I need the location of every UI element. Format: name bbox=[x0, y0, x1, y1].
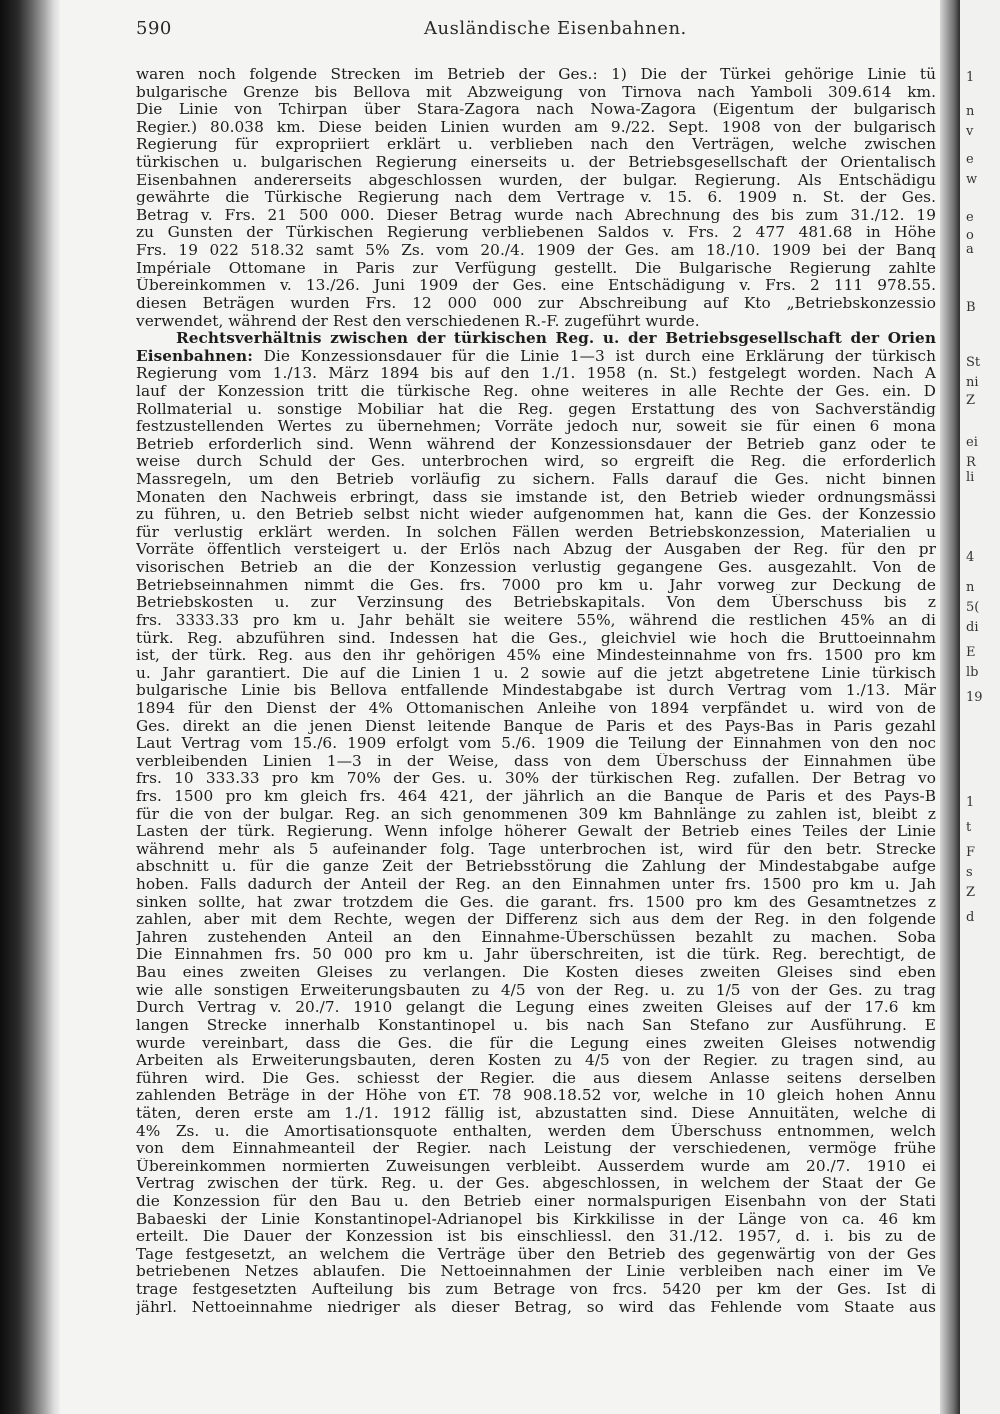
adjacent-page-fragment: w bbox=[966, 172, 978, 187]
adjacent-page-fragment: B bbox=[966, 300, 976, 315]
page-gutter-shadow bbox=[940, 0, 960, 1414]
line-text: bulgarische Linie bis Bellova entfallende Mindestabgabe ist durch Vertrag vom 1./13. Mär bbox=[136, 682, 936, 700]
adjacent-page-fragment: Z bbox=[966, 885, 976, 900]
line-text: Die Einnahmen frs. 50 000 pro km u. Jahr überschreiten, ist die türk. Reg. berechtigt, de bbox=[136, 946, 936, 964]
line-text: bulgarische Grenze bis Bellova mit Abzweigung von Tirnova nach Yamboli 309.614 km. bbox=[136, 83, 936, 101]
text-line bbox=[136, 876, 936, 894]
adjacent-page-fragment: F bbox=[966, 845, 976, 860]
text-line bbox=[136, 260, 936, 278]
adjacent-page-fragment: t bbox=[966, 820, 972, 835]
text-line bbox=[136, 541, 936, 559]
text-line bbox=[136, 841, 936, 859]
text-line bbox=[136, 66, 936, 84]
line-text: Lasten der türk. Regierung. Wenn infolge höherer Gewalt der Betrieb eines Teiles der Linie bbox=[136, 823, 936, 841]
line-text: Betriebskosten u. zur Verzinsung des Betriebskapitals. Von dem Überschuss bis z bbox=[136, 594, 936, 612]
text-line bbox=[136, 295, 936, 313]
line-text: Impériale Ottomane in Paris zur Verfügung gestellt. Die Bulgarische Regierung zahlte bbox=[136, 259, 936, 277]
line-text: 1894 für den Dienst der 4% Ottomanischen Anleihe von 1894 verpfändet u. wird von de bbox=[136, 699, 936, 717]
line-text: Rollmaterial u. sonstige Mobiliar hat die Reg. gegen Erstattung des von Sachverständig bbox=[136, 400, 936, 418]
text-line bbox=[136, 242, 936, 260]
line-text: ist, der türk. Reg. aus den ihr gehörigen 45% eine Mindesteinnahme von frs. 1500 pro km bbox=[136, 647, 936, 665]
line-text: wurde vereinbart, dass die Ges. die für die Legung eines zweiten Gleises notwendig bbox=[136, 1034, 936, 1052]
text-line bbox=[136, 894, 936, 912]
section-heading: Eisenbahnen: bbox=[136, 347, 253, 365]
scan-left-edge bbox=[0, 0, 60, 1414]
line-text: trage festgesetzten Aufteilung bis zum Betrage von frcs. 5420 per km der Ges. Ist di bbox=[136, 1281, 936, 1299]
text-line bbox=[136, 1211, 936, 1229]
text-line bbox=[136, 911, 936, 929]
text-line bbox=[136, 982, 936, 1000]
text-line bbox=[136, 471, 936, 489]
adjacent-page-fragment: R bbox=[966, 455, 976, 470]
body-text bbox=[136, 66, 936, 1316]
text-line bbox=[136, 506, 936, 524]
line-text: die Konzession für den Bau u. den Betrieb einer normalspurigen Eisenbahn von der Stati bbox=[136, 1193, 936, 1210]
text-line bbox=[136, 647, 936, 665]
text-line bbox=[136, 735, 936, 753]
line-text: 4% Zs. u. die Amortisationsquote enthalten, werden dem Überschuss entnommen, welch bbox=[136, 1122, 936, 1140]
line-text: jährl. Nettoeinnahme niedriger als dieser Betrag, so wird das Fehlende vom Staate aus bbox=[136, 1298, 936, 1316]
text-line bbox=[136, 1246, 936, 1264]
line-text: gewährte die Türkische Regierung nach dem Vertrage v. 15. 6. 1909 n. St. der Ges. bbox=[136, 189, 936, 207]
text-line bbox=[136, 154, 936, 172]
line-text: Regier.) 80.038 km. Diese beiden Linien wurden am 9./22. Sept. 1908 von der bulgarisch bbox=[136, 118, 936, 136]
line-text: Eisenbahnen andererseits abgeschlossen wurden, der bulgar. Regierung. Als Entschädigu bbox=[136, 171, 936, 189]
line-text: langen Strecke innerhalb Konstantinopel u. bis nach San Stefano zur Ausführung. E bbox=[136, 1016, 936, 1034]
text-line bbox=[136, 224, 936, 242]
text-line bbox=[136, 929, 936, 947]
adjacent-page-fragment: E bbox=[966, 645, 976, 660]
line-text: Massregeln, um den Betrieb vorläufig zu sichern. Falls darauf die Ges. nicht binnen bbox=[136, 471, 936, 489]
text-line bbox=[136, 718, 936, 736]
text-line bbox=[136, 559, 936, 577]
text-line bbox=[136, 630, 936, 648]
line-text: frs. 1500 pro km gleich frs. 464 421, der jährlich an die Banque de Paris et des Pays-B bbox=[136, 787, 936, 805]
adjacent-page-fragment: s bbox=[966, 865, 973, 880]
line-text: festzustellenden Wertes zu übernehmen; Vorräte jedoch nur, soweit sie für einen 6 mona bbox=[136, 418, 936, 436]
text-line bbox=[136, 383, 936, 401]
adjacent-page-fragment: e bbox=[966, 210, 974, 225]
adjacent-page-fragment: v bbox=[966, 124, 974, 139]
line-text: Frs. 19 022 518.32 samt 5% Zs. vom 20./4. 1909 der Ges. am 18./10. 1909 bei der Banq bbox=[136, 242, 936, 260]
text-line bbox=[136, 612, 936, 630]
text-line bbox=[136, 330, 936, 348]
text-line bbox=[136, 1281, 936, 1299]
text-line bbox=[136, 84, 936, 102]
text-line bbox=[136, 999, 936, 1017]
line-text: Arbeiten als Erweiterungsbauten, deren Kosten zu 4/5 von der Regier. zu tragen sind, au bbox=[136, 1052, 936, 1070]
adjacent-page-fragment: e bbox=[966, 152, 974, 167]
text-line bbox=[136, 1052, 936, 1070]
adjacent-page-fragment: ei bbox=[966, 435, 978, 450]
text-line bbox=[136, 489, 936, 507]
line-text: Durch Vertrag v. 20./7. 1910 gelangt die Legung eines zweiten Gleises auf der 17.6 km bbox=[136, 999, 936, 1017]
line-text: Babaeski der Linie Konstantinopel-Adrianopel bis Kirkkilisse in der Länge von ca. 46 km bbox=[136, 1210, 936, 1228]
line-text: hoben. Falls dadurch der Anteil der Reg. an den Einnahmen unter frs. 1500 pro km u. Jah bbox=[136, 876, 936, 894]
text-line bbox=[136, 577, 936, 595]
text-line bbox=[136, 1087, 936, 1105]
line-text: türk. Reg. abzuführen sind. Indessen hat die Ges., gleichviel wie hoch die Bruttoeinnahm bbox=[136, 629, 936, 647]
text-line bbox=[136, 682, 936, 700]
adjacent-page-fragment: n bbox=[966, 104, 975, 119]
adjacent-page-fragment: Z bbox=[966, 393, 976, 408]
text-line bbox=[136, 1299, 936, 1317]
text-line bbox=[136, 1158, 936, 1176]
adjacent-page-fragment: 1 bbox=[966, 795, 975, 810]
adjacent-page-fragment: 19 bbox=[966, 690, 983, 705]
page-number: 590 bbox=[136, 18, 172, 39]
text-line bbox=[136, 823, 936, 841]
text-line bbox=[136, 1123, 936, 1141]
text-line bbox=[136, 594, 936, 612]
text-line bbox=[136, 1175, 936, 1193]
text-line bbox=[136, 365, 936, 383]
line-text: lauf der Konzession tritt die türkische Reg. ohne weiteres in alle Rechte der Ges. ein. D bbox=[136, 382, 936, 400]
line-text: verbleibenden Linien 1—3 in der Weise, dass von dem Überschuss der Einnahmen übe bbox=[136, 752, 936, 770]
text-line bbox=[136, 1035, 936, 1053]
adjacent-page-fragment: di bbox=[966, 620, 979, 635]
line-text: diesen Beträgen wurden Frs. 12 000 000 zur Abschreibung auf Kto „Betriebskonzessio bbox=[136, 294, 936, 312]
line-text: abschnitt u. für die ganze Zeit der Betriebsstörung die Zahlung der Mindestabgabe aufge bbox=[136, 858, 936, 876]
line-text: Die Konzessionsdauer für die Linie 1—3 ist durch eine Erklärung der türkisch bbox=[252, 347, 936, 365]
text-line bbox=[136, 665, 936, 683]
line-text: Bau eines zweiten Gleises zu verlangen. Die Kosten dieses zweiten Gleises sind eben bbox=[136, 964, 936, 982]
line-text: zu führen, u. den Betrieb selbst nicht wieder aufgenommen hat, kann die Ges. der Konzessio bbox=[136, 506, 936, 524]
line-text: sinken sollte, hat zwar trotzdem die Ges. die garant. frs. 1500 pro km des Gesamtnetzes z bbox=[136, 893, 936, 911]
line-text: türkischen u. bulgarischen Regierung einerseits u. der Betriebsgesellschaft der Orientalisch bbox=[136, 154, 936, 172]
text-line bbox=[136, 119, 936, 137]
text-line bbox=[136, 1263, 936, 1281]
text-line bbox=[136, 101, 936, 119]
line-text: für die von der bulgar. Reg. an sich genommenen 309 km Bahnlänge zu zahlen ist, bleibt z bbox=[136, 805, 936, 823]
line-text: frs. 10 333.33 pro km 70% der Ges. u. 30% der türkischen Reg. zufallen. Der Betrag vo bbox=[136, 770, 936, 788]
adjacent-page-fragment: St bbox=[966, 355, 981, 370]
line-text: Jahren zustehenden Anteil an den Einnahme-Überschüssen bezahlt zu machen. Soba bbox=[136, 928, 936, 946]
text-line bbox=[136, 524, 936, 542]
adjacent-page-fragment: n bbox=[966, 580, 975, 595]
line-text: waren noch folgende Strecken im Betrieb der Ges.: 1) Die der Türkei gehörige Linie tü bbox=[136, 66, 936, 83]
line-text: wie alle sonstigen Erweiterungsbauten zu 4/5 von der Reg. u. zu 1/5 von der Ges. zu trag bbox=[136, 981, 936, 999]
line-text: während mehr als 5 aufeinander folg. Tage unterbrochen ist, wird für den betr. Strecke bbox=[136, 840, 936, 858]
line-text: verwendet, während der Rest den verschiedenen R.-F. zugeführt wurde. bbox=[136, 312, 700, 330]
line-text: Vorräte öffentlich versteigert u. der Erlös nach Abzug der Ausgaben der Reg. für den pr bbox=[136, 541, 936, 559]
line-text: frs. 3333.33 pro km u. Jahr behält sie weitere 55%, während die restlichen 45% an di bbox=[136, 611, 936, 629]
text-line bbox=[136, 858, 936, 876]
line-text: von dem Einnahmeanteil der Regier. nach Leistung der verschiedenen, vermöge frühe bbox=[136, 1140, 936, 1158]
adjacent-page-fragment: 1 bbox=[966, 70, 975, 85]
line-text: Ges. direkt an die jenen Dienst leitende Banque de Paris et des Pays-Bas in Paris gezahl bbox=[136, 717, 936, 735]
line-text: Betriebseinnahmen nimmt die Ges. frs. 7000 pro km u. Jahr vorweg zur Deckung de bbox=[136, 576, 936, 594]
line-text: Regierung vom 1./13. März 1894 bis auf den 1./1. 1958 (n. St.) festgelegt worden. Nach A bbox=[136, 365, 936, 383]
text-line bbox=[136, 1017, 936, 1035]
line-text: weise durch Schuld der Ges. unterbrochen wird, so ergreift die Reg. die erforderlich bbox=[136, 453, 936, 471]
line-text: Monaten den Nachweis erbringt, dass sie imstande ist, den Betrieb wieder ordnungsmässi bbox=[136, 488, 936, 506]
text-line bbox=[136, 436, 936, 454]
text-line bbox=[136, 1193, 936, 1211]
line-text: Übereinkommen v. 13./26. Juni 1909 der Ges. eine Entschädigung v. Frs. 2 111 978.55. bbox=[136, 277, 936, 295]
adjacent-page-fragment: li bbox=[966, 470, 975, 485]
text-line bbox=[136, 1070, 936, 1088]
line-text: zahlen, aber mit dem Rechte, wegen der Differenz sich aus dem der Reg. in den folgende bbox=[136, 911, 936, 929]
text-line bbox=[136, 964, 936, 982]
text-line bbox=[136, 348, 936, 366]
text-line bbox=[136, 770, 936, 788]
line-text: Betrieb erforderlich sind. Wenn während der Konzessionsdauer der Betrieb ganz oder te bbox=[136, 435, 936, 453]
line-text: täten, deren erste am 1./1. 1912 fällig ist, abzustatten sind. Diese Annuitäten, welche di bbox=[136, 1104, 936, 1122]
line-text: für verlustig erklärt werden. In solchen Fällen werden Betriebskonzession, Materialien u bbox=[136, 523, 936, 541]
text-line bbox=[136, 453, 936, 471]
line-text: visorischen Betrieb an die der Konzession verlustig gegangene Ges. ausgezahlt. Von de bbox=[136, 559, 936, 577]
adjacent-page-fragment: o bbox=[966, 228, 974, 243]
line-text: Laut Vertrag vom 15./6. 1909 erfolgt vom 5./6. 1909 die Teilung der Einnahmen von den noc bbox=[136, 735, 936, 753]
adjacent-page-fragment: lb bbox=[966, 665, 979, 680]
text-line bbox=[136, 1105, 936, 1123]
text-line bbox=[136, 189, 936, 207]
line-text: Übereinkommen normierten Zuweisungen verbleibt. Ausserdem wurde am 20./7. 1910 ei bbox=[136, 1157, 936, 1175]
line-text: führen wird. Die Ges. schiesst der Regier. die aus diesem Anlasse seitens derselben bbox=[136, 1069, 936, 1087]
text-line bbox=[136, 700, 936, 718]
line-text: Tage festgesetzt, an welchem die Verträge über den Betrieb des gegenwärtig von der Ges bbox=[136, 1245, 936, 1263]
line-text: zahlenden Beträge in der Höhe von £T. 78 908.18.52 vor, welche in 10 gleich hohen Annu bbox=[136, 1087, 936, 1105]
adjacent-page-fragment: a bbox=[966, 242, 974, 257]
text-line bbox=[136, 418, 936, 436]
text-line bbox=[136, 172, 936, 190]
text-line bbox=[136, 313, 936, 331]
line-text: Die Linie von Tchirpan über Stara-Zagora nach Nowa-Zagora (Eigentum der bulgarisch bbox=[136, 101, 936, 119]
text-line bbox=[136, 753, 936, 771]
adjacent-page-fragment: 4 bbox=[966, 550, 975, 565]
line-text: Regierung für expropriiert erklärt u. verblieben nach den Verträgen, welche zwischen bbox=[136, 136, 936, 154]
line-text: erteilt. Die Dauer der Konzession ist bis einschliessl. den 31./12. 1957, d. i. bis zu de bbox=[136, 1228, 936, 1246]
text-line bbox=[136, 136, 936, 154]
line-text: betriebenen Netzes ablaufen. Die Nettoeinnahmen der Linie verbleiben nach einer im Ve bbox=[136, 1263, 936, 1281]
adjacent-page-fragment: d bbox=[966, 910, 975, 925]
adjacent-page-fragment: 5( bbox=[966, 600, 980, 615]
line-text: Vertrag zwischen der türk. Reg. u. der Ges. abgeschlossen, in welchem der Staat der Ge bbox=[136, 1175, 936, 1193]
line-text: u. Jahr garantiert. Die auf die Linien 1 u. 2 sowie auf die jetzt abgetretene Linie türkisch bbox=[136, 664, 936, 682]
adjacent-page-fragment: ni bbox=[966, 375, 979, 390]
line-text: Betrag v. Frs. 21 500 000. Dieser Betrag wurde nach Abrechnung des bis zum 31./12. 19 bbox=[136, 206, 936, 224]
section-heading: Rechtsverhältnis zwischen der türkischen Reg. u. der Betriebsgesellschaft der Orien bbox=[176, 330, 936, 348]
text-line bbox=[136, 1140, 936, 1158]
text-line bbox=[136, 1228, 936, 1246]
text-line bbox=[136, 277, 936, 295]
line-text: zu Gunsten der Türkischen Regierung verbliebenen Saldos v. Frs. 2 477 481.68 in Höhe bbox=[136, 224, 936, 242]
text-line bbox=[136, 946, 936, 964]
running-title: Ausländische Eisenbahnen. bbox=[424, 18, 687, 39]
text-line bbox=[136, 788, 936, 806]
adjacent-page-edge bbox=[960, 0, 1000, 1414]
text-line bbox=[136, 806, 936, 824]
text-line bbox=[136, 207, 936, 225]
text-line bbox=[136, 401, 936, 419]
